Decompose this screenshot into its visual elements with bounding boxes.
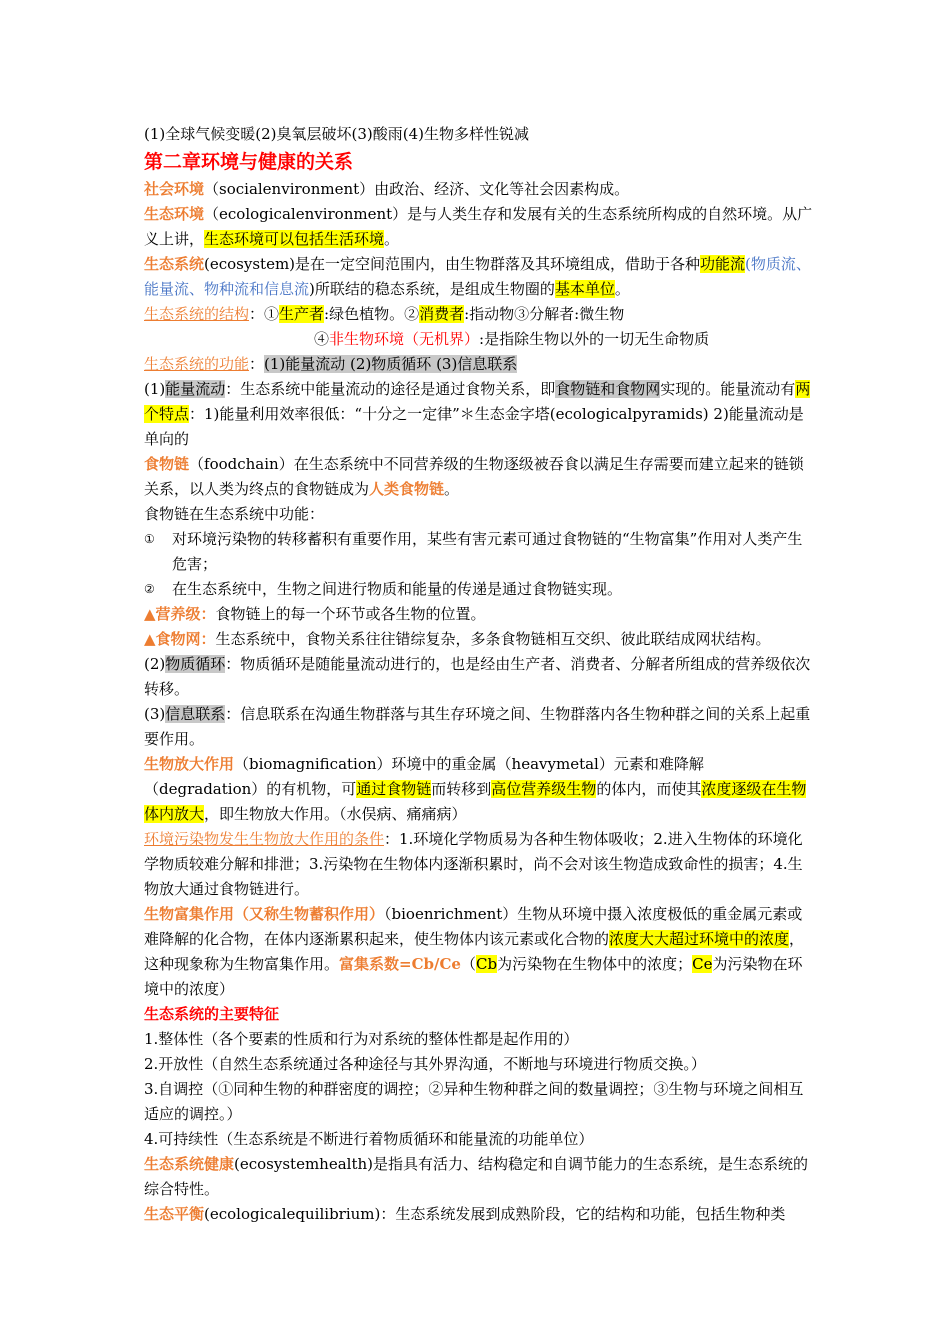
biomag-t2: 而转移到: [431, 780, 492, 798]
conditions-label: 环境污染物发生生物放大作用的条件: [144, 830, 385, 848]
term-foodchain: 食物链: [144, 455, 190, 473]
eco-env-highlight: 生态环境可以包括生活环境: [204, 230, 385, 248]
cycle-num: (2): [144, 655, 166, 673]
structure-prefix: ④: [314, 330, 330, 348]
list-item-text: 对环境污染物的转移蓄积有重要作用，某些有害元素可通过食物链的“生物富集”作用对人类产生危害；: [172, 530, 803, 573]
info-label: 信息联系: [165, 705, 226, 723]
balance-para: [144, 1202, 814, 1227]
biomag-t4: ，即生物放大作用。（水俣病、痛痛病）: [204, 805, 467, 823]
energy-foodweb: 食物链和食物网: [555, 380, 661, 398]
structure-label: 生态系统的结构: [144, 305, 250, 323]
structure-line1: [144, 302, 814, 327]
social-env-para: [144, 177, 814, 202]
structure-line2-rest: :是指除生物以外的一切无生命物质: [479, 330, 710, 348]
ecosystem-highlight-flow: 功能流: [700, 255, 746, 273]
biomag-hl1: 通过食物链: [356, 780, 432, 798]
term-eco-env: 生态环境: [144, 205, 205, 223]
bioenrich-ce: Ce: [692, 955, 713, 973]
bioenrich-t1: （bioenrichment）生物从环境中摄入浓度极低的重金属元素或难降解的化合物，在体内逐渐累积起来，使生物体内该元素或化合物的: [144, 905, 803, 948]
chapter-title: 第二章环境与健康的关系: [144, 151, 354, 173]
foodchain-para: [144, 452, 814, 502]
energy-t1: ：生态系统中能量流动的途径是通过食物关系，即: [225, 380, 556, 398]
term-health: 生态系统健康: [144, 1155, 235, 1173]
function-label: 生态系统的功能: [144, 355, 250, 373]
structure-t2: :指动物③分解者:微生物: [464, 305, 625, 323]
bioenrich-cb: Cb: [476, 955, 498, 973]
list-item: [144, 527, 814, 577]
energy-two-features: 两个特点: [144, 380, 811, 423]
feature-item: 4.可持续性（生态系统是不断进行着物质循环和能量流的功能单位）: [144, 1130, 594, 1148]
ecosystem-text2: )所联结的稳态系统，是组成生物圈的: [309, 280, 555, 298]
eco-env-text: （ecologicalenvironment）是与人类生存和发展有关的生态系统所构成的自然环境。从广义上讲，: [144, 205, 813, 248]
fc-function-title: 食物链在生态系统中功能：: [144, 505, 325, 523]
term-balance: 生态平衡: [144, 1205, 205, 1223]
bioenrich-t3: （: [460, 955, 476, 973]
term-bcf: 富集系数=Cb/Ce: [339, 955, 461, 973]
structure-t1: :绿色植物。②: [324, 305, 420, 323]
eco-env-end: 。: [384, 230, 400, 248]
intro-line: (1)全球气候变暖(2)臭氧层破坏(3)酸雨(4)生物多样性锐减: [144, 125, 529, 143]
bioenrich-t4: 为污染物在生物体中的浓度；: [497, 955, 693, 973]
trophic-para: [144, 602, 814, 627]
foodchain-text: （foodchain）在生态系统中不同营养级的生物逐级被吞食以满足生存需要而建立起来的链锁关系，以人类为终点的食物链成为: [144, 455, 804, 498]
eco-env-para: [144, 202, 814, 252]
structure-producer: 生产者: [279, 305, 325, 323]
term-trophic: ▲营养级：: [144, 605, 216, 623]
info-para: [144, 702, 814, 752]
energy-t2: 实现的。能量流动有: [660, 380, 796, 398]
feature-item: 2.开放性（自然生态系统通过各种途径与其外界沟通，不断地与环境进行物质交换。）: [144, 1055, 706, 1073]
ecosystem-text1: (ecosystem)是在一定空间范围内，由生物群落及其环境组成，借助于各种: [204, 255, 701, 273]
biomag-t1: （biomagnification）环境中的重金属（heavymetal）元素和难降解（degradation）的有机物，可: [144, 755, 704, 798]
list-item: [144, 577, 814, 602]
social-env-text: （socialenvironment）由政治、经济、文化等社会因素构成。: [204, 180, 630, 198]
structure-abiotic: 非生物环境（无机界）: [329, 330, 480, 348]
foodweb-text: 生态系统中，食物关系往往错综复杂，多条食物链相互交织、彼此联结成网状结构。: [215, 630, 771, 648]
bioenrich-t2: ，这种现象称为生物富集作用。: [144, 930, 805, 973]
biomag-t3: 的体内，而使其: [596, 780, 702, 798]
conditions-text: ：1.环境化学物质易为各种生物体吸收；2.进入生物体的环境化学物质较难分解和排泄；3.污染物在生物体内逐渐积累时，尚不会对该生物造成致命性的损害；4.生物放大通过食物链进行。: [144, 830, 803, 898]
term-social-env: 社会环境: [144, 180, 205, 198]
energy-label: 能量流动: [165, 380, 226, 398]
document-page: [144, 122, 814, 1227]
structure-colon: ：①: [249, 305, 280, 323]
list-item-text: 在生态系统中，生物之间进行物质和能量的传递是通过食物链实现。: [172, 580, 623, 598]
list-marker: ②: [144, 582, 155, 596]
foodchain-end: 。: [444, 480, 460, 498]
structure-line2: [144, 327, 814, 352]
function-colon: ：: [249, 355, 265, 373]
info-text: ：信息联系在沟通生物群落与其生存环境之间、生物群落内各生物种群之间的关系上起重要作用。: [144, 705, 811, 748]
ecosystem-highlight-unit: 基本单位: [554, 280, 615, 298]
ecosystem-para: [144, 252, 814, 302]
feature-item: 3.自调控（①同种生物的种群密度的调控；②异种生物种群之间的数量调控；③生物与环境之间相互适应的调控。）: [144, 1080, 804, 1123]
conditions-para: [144, 827, 814, 902]
ecosystem-flows-blue: 物质流、能量流、物种流和信息流: [144, 255, 811, 298]
ecosystem-paren: (: [745, 255, 751, 273]
biomag-hl3: 浓度逐级在生物体内放大: [144, 780, 807, 823]
biomag-para: [144, 752, 814, 827]
bioenrich-para: [144, 902, 814, 1002]
term-bioenrich: 生物富集作用（又称生物蓄积作用）: [144, 905, 385, 923]
list-marker: ①: [144, 532, 155, 546]
bioenrich-t5: 为污染物在环境中的浓度）: [144, 955, 803, 998]
function-line: [144, 352, 814, 377]
health-para: [144, 1152, 814, 1202]
bioenrich-hl1: 浓度大大超过环境中的浓度: [609, 930, 790, 948]
foodweb-para: [144, 627, 814, 652]
structure-consumer: 消费者: [419, 305, 465, 323]
cycle-text: ：物质循环是随能量流动进行的，也是经由生产者、消费者、分解者所组成的营养级依次转移。: [144, 655, 811, 698]
info-num: (3): [144, 705, 166, 723]
balance-text: (ecologicalequilibrium)：生态系统发展到成熟阶段，它的结构和功能，包括生物种类: [204, 1205, 786, 1223]
energy-num: (1): [144, 380, 166, 398]
trophic-text: 食物链上的每一个环节或各生物的位置。: [215, 605, 486, 623]
function-list: (1)能量流动 (2)物质循环 (3)信息联系: [264, 355, 518, 373]
feature-item: 1.整体性（各个要素的性质和行为对系统的整体性都是起作用的）: [144, 1030, 579, 1048]
biomag-hl2: 高位营养级生物: [491, 780, 597, 798]
health-text: (ecosystemhealth)是指具有活力、结构稳定和自调节能力的生态系统，是生态系统的综合特性。: [144, 1155, 808, 1198]
energy-para: [144, 377, 814, 452]
cycle-label: 物质循环: [165, 655, 226, 673]
energy-t3: ：1)能量利用效率很低：“十分之一定律”＊生态金字塔(ecologicalpyramids) 2)能量流动是单向的: [144, 405, 804, 448]
term-foodweb: ▲食物网：: [144, 630, 216, 648]
features-title: 生态系统的主要特征: [144, 1005, 280, 1023]
term-ecosystem: 生态系统: [144, 255, 205, 273]
term-human-foodchain: 人类食物链: [369, 480, 445, 498]
ecosystem-end: 。: [614, 280, 630, 298]
term-biomag: 生物放大作用: [144, 755, 235, 773]
cycle-para: [144, 652, 814, 702]
